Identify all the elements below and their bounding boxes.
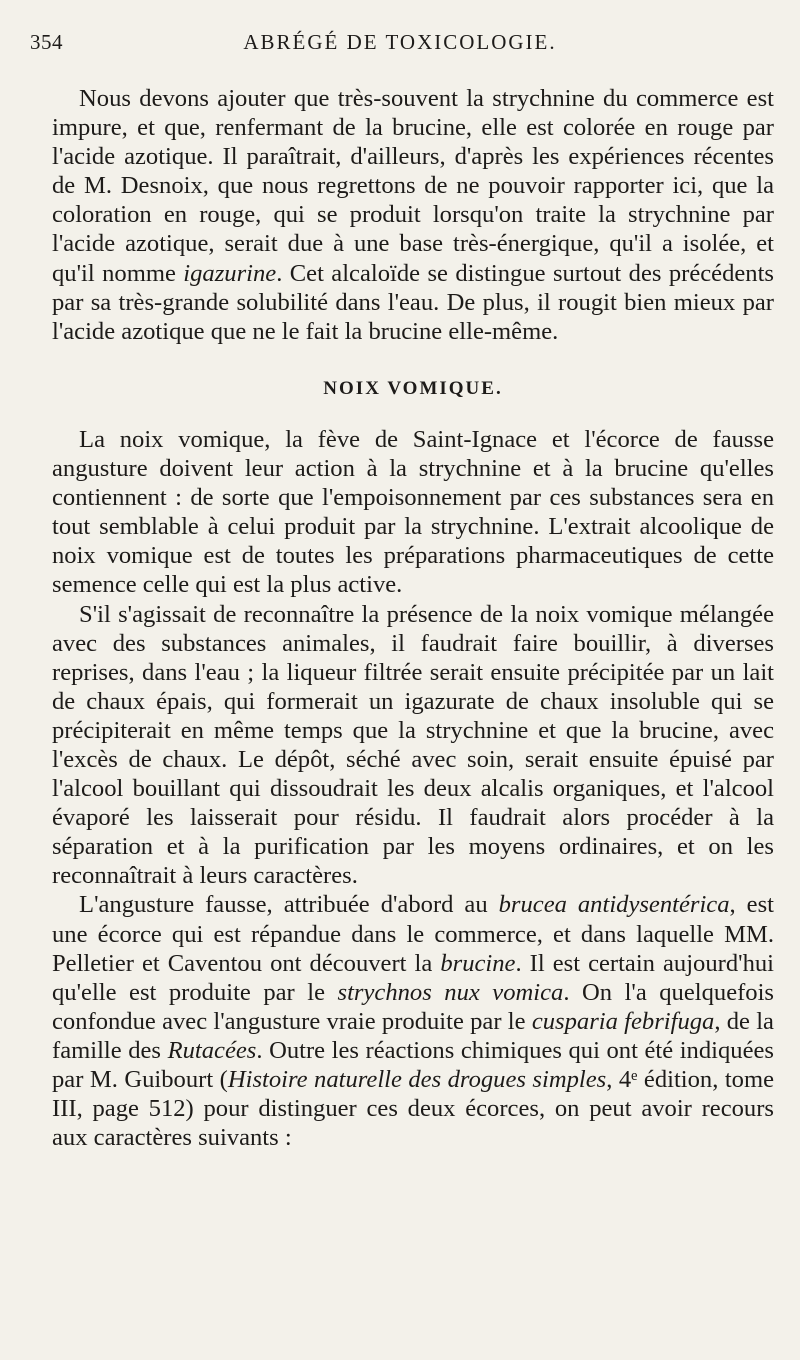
- italic-term: brucea antidysentérica: [498, 891, 730, 919]
- paragraph-text: . On l'a quelquefois confondue avec l'angusture vraie produite par le: [52, 978, 775, 1035]
- paragraph-angusture: [52, 890, 774, 1152]
- paragraph-text: L'angusture fausse, attribuée d'abord au: [79, 891, 488, 919]
- italic-term: Histoire naturelle des drogues simples: [227, 1066, 607, 1093]
- paragraph-text: , de la famille des: [52, 1007, 774, 1064]
- paragraph-text: . Il est certain aujourd'hui qu'elle est produite par le: [52, 949, 774, 1006]
- italic-term: strychnos nux vomica: [337, 978, 564, 1006]
- book-title: ABRÉGÉ DE TOXICOLOGIE.: [243, 30, 557, 54]
- paragraph-text: Nous devons ajouter que très-souvent la strychnine du commerce est impure, et que, renfermant de la brucine, elle est colorée en rouge par l'acide azotique. Il paraîtrait, d'ailleurs, d'après les expériences récentes de M. Desnoix, que nous regrettons de ne pouvoir rapporter ici, que la coloration en rouge, qui se produit lorsqu'on traite la strychnine par l'acide azotique, serait due à une base très-énergique, qu'il a isolée, et qu'il nomme: [52, 85, 774, 287]
- italic-term: igazurine: [183, 259, 277, 287]
- paragraph-text: . Outre les réactions chimiques qui ont été indiquées par M. Guibourt (: [52, 1036, 774, 1093]
- paragraph-text: , 4ᵉ édition, tome III, page 512) pour distinguer ces deux écorces, on peut avoir recours aux caractères suivants :: [52, 1066, 775, 1152]
- paragraph-text: , est une écorce qui est répandue dans le commerce, et dans laquelle MM. Pelletier et Caventou ont découvert la: [52, 891, 774, 977]
- paragraph-strychnine-impurity: [52, 84, 774, 346]
- running-head: [30, 26, 770, 66]
- paragraph-noix-vomique-action: La noix vomique, la fève de Saint-Ignace et l'écorce de fausse angusture doivent leur action à la strychnine et à la brucine qu'elles contiennent : de sorte que l'empoisonnement par ces substances sera en tout semblable à celui produit par la strychnine. L'extrait alcoolique de noix vomique est de toutes les préparations pharmaceutiques de cette semence celle qui est la plus active.: [52, 425, 774, 599]
- italic-term: Rutacées: [167, 1036, 257, 1064]
- italic-term: brucine: [440, 949, 516, 977]
- paragraph-detection-method: S'il s'agissait de reconnaître la présence de la noix vomique mélangée avec des substances animales, il faudrait faire bouillir, à diverses reprises, dans l'eau ; la liqueur filtrée serait ensuite précipitée par un lait de chaux épais, qui formerait un igazurate de chaux insoluble qui se précipiterait en même temps que la strychnine et que la brucine, avec l'excès de chaux. Le dépôt, séché avec soin, serait ensuite épuisé par l'alcool bouillant qui dissoudrait les deux alcalis organiques, et l'alcool évaporé les laisserait pour résidu. Il faudrait alors procéder à la séparation et à la purification par les moyens ordinaires, et on les reconnaîtrait à leurs caractères.: [52, 600, 774, 890]
- page-number: 354: [30, 30, 63, 54]
- italic-term: cusparia febrifuga: [531, 1007, 715, 1035]
- section-heading: NOIX VOMIQUE.: [323, 377, 503, 399]
- body-text: [52, 84, 774, 1152]
- paragraph-text: . Cet alcaloïde se distingue surtout des précédents par sa très-grande solubilité dans l'eau. De plus, il rougit bien mieux par l'acide azotique que ne le fait la brucine elle-même.: [52, 259, 774, 345]
